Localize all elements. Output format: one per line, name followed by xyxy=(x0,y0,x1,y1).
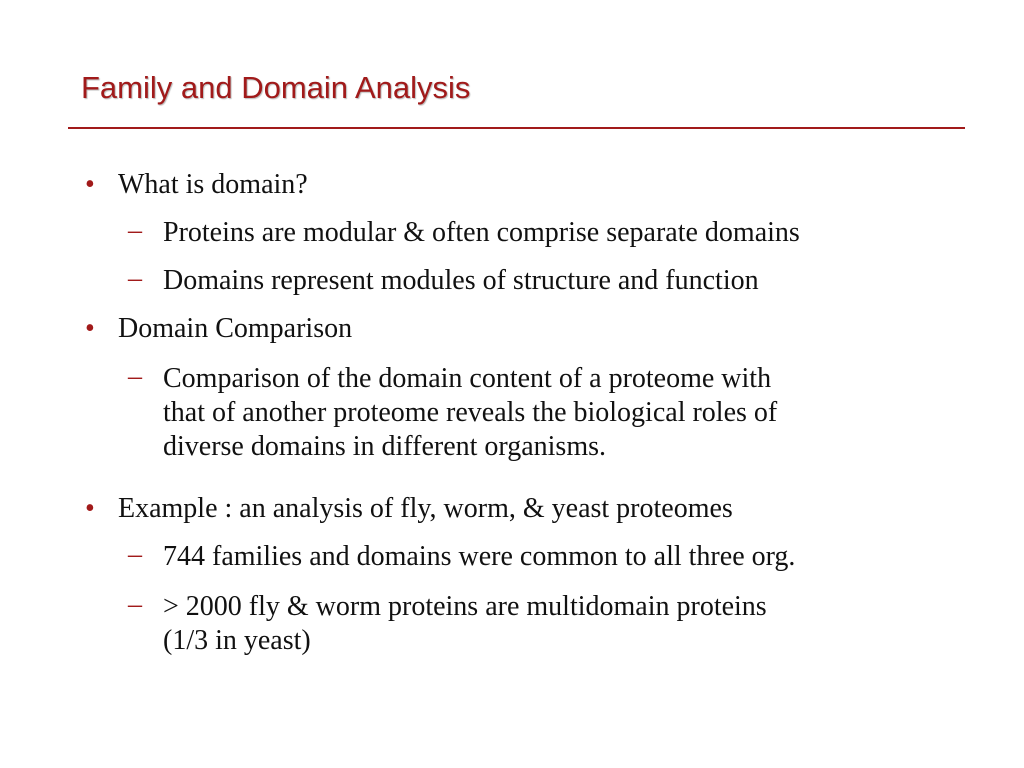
bullet-text: Domain Comparison xyxy=(118,313,353,344)
sub-bullet-text: 744 families and domains were common to all three org. xyxy=(163,541,796,572)
title-divider xyxy=(68,127,965,129)
sub-bullet-item xyxy=(128,539,796,574)
sub-bullet-text: Proteins are modular & often comprise separate domains xyxy=(163,217,800,248)
sub-bullet-text: Domains represent modules of structure and function xyxy=(163,265,759,296)
sub-bullet-item xyxy=(128,215,800,250)
bullet-item xyxy=(85,312,353,346)
dash-icon: – xyxy=(128,215,142,246)
bullet-dot-icon: • xyxy=(85,313,95,344)
sub-bullet-line: that of another proteome reveals the biological roles of xyxy=(163,397,778,428)
slide-title: Family and Domain Analysis xyxy=(81,70,471,105)
dash-icon: – xyxy=(128,263,142,294)
sub-bullet-item xyxy=(128,361,943,464)
bullet-dot-icon: • xyxy=(85,493,95,524)
bullet-dot-icon: • xyxy=(85,169,95,200)
bullet-item xyxy=(85,492,733,526)
sub-bullet-item xyxy=(128,263,759,298)
dash-icon: – xyxy=(128,361,142,392)
sub-bullet-item xyxy=(128,589,943,658)
sub-bullet-line: > 2000 fly & worm proteins are multidomain proteins xyxy=(163,591,767,622)
bullet-item xyxy=(85,168,308,202)
dash-icon: – xyxy=(128,589,142,620)
dash-icon: – xyxy=(128,539,142,570)
sub-bullet-line: (1/3 in yeast) xyxy=(163,625,311,656)
bullet-text: What is domain? xyxy=(118,169,308,200)
sub-bullet-line: Comparison of the domain content of a proteome with xyxy=(163,363,772,394)
bullet-text: Example : an analysis of fly, worm, & yeast proteomes xyxy=(118,493,733,524)
sub-bullet-line: diverse domains in different organisms. xyxy=(163,431,606,462)
